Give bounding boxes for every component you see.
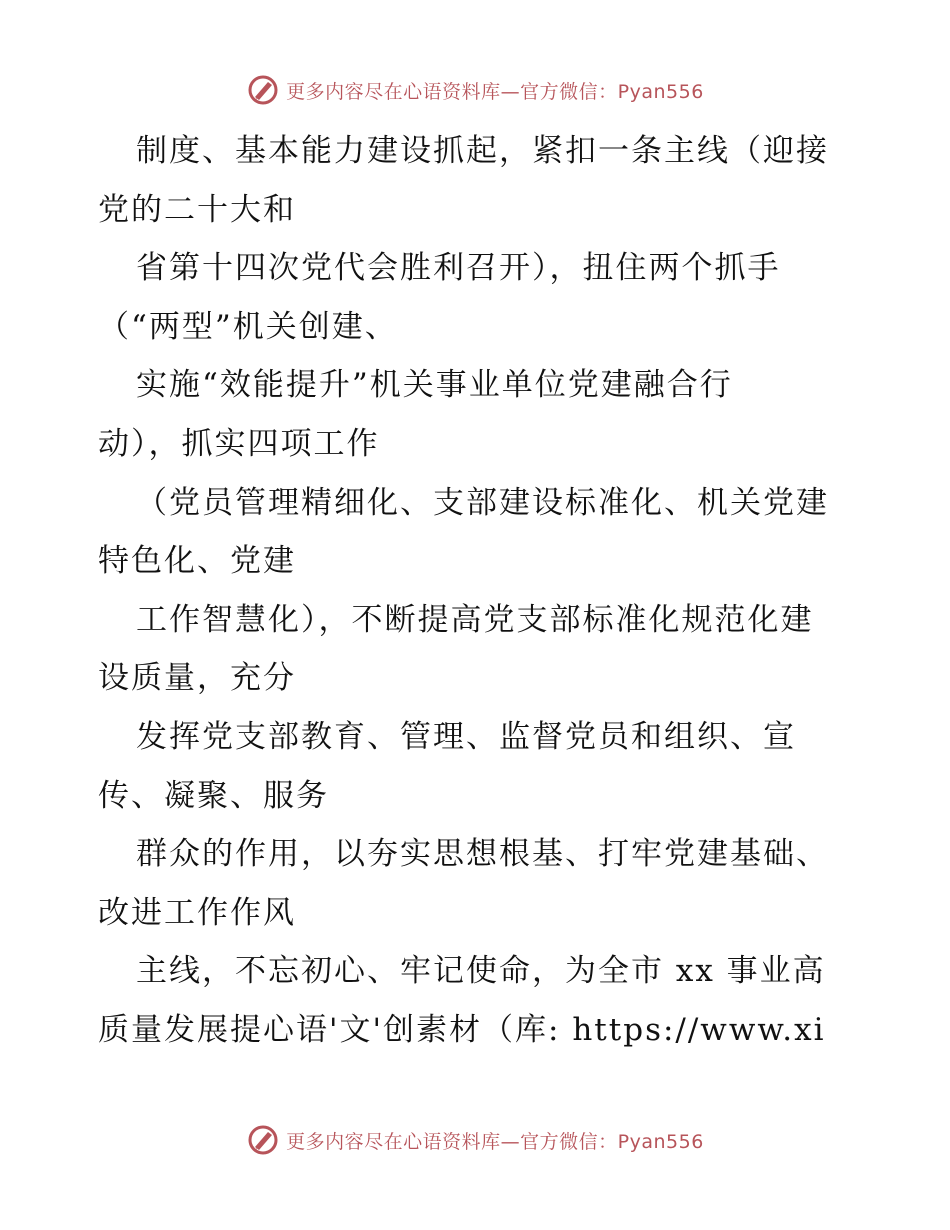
header-banner <box>0 70 950 110</box>
document-body <box>98 122 878 1060</box>
body-line: 工作智慧化），不断提高党支部标准化规范化建 <box>136 601 814 638</box>
body-line: 改进工作作风 <box>98 894 296 931</box>
body-line: 群众的作用，以夯实思想根基、打牢党建基础、 <box>136 836 829 873</box>
body-line: （党员管理精细化、支部建设标准化、机关党建 <box>136 484 829 521</box>
body-line: （“两型”机关创建、 <box>98 308 398 345</box>
body-line: 特色化、党建 <box>98 543 296 580</box>
pen-seal-logo-icon <box>246 73 280 107</box>
body-line: 党的二十大和 <box>98 191 296 228</box>
body-line: 设质量，充分 <box>98 660 296 697</box>
body-line: 省第十四次党代会胜利召开），扭住两个抓手 <box>136 250 781 287</box>
body-line: 主线，不忘初心、牢记使命，为全市 xx 事业高 <box>136 953 826 990</box>
body-line: 质量发展提心语'文'创素材（库: https://www.xi <box>98 1011 826 1048</box>
body-line: 传、凝聚、服务 <box>98 777 329 814</box>
footer-banner-text: 更多内容尽在心语资料库—官方微信：Pyan556 <box>286 1130 704 1153</box>
pen-seal-logo-icon <box>246 1123 280 1157</box>
footer-banner <box>0 1120 950 1160</box>
body-line: 制度、基本能力建设抓起，紧扣一条主线（迎接 <box>136 133 829 169</box>
header-banner-text: 更多内容尽在心语资料库—官方微信：Pyan556 <box>286 80 704 103</box>
body-line: 动），抓实四项工作 <box>98 425 380 462</box>
body-line: 实施“效能提升”机关事业单位党建融合行 <box>136 367 733 404</box>
body-line: 发挥党支部教育、管理、监督党员和组织、宣 <box>136 718 796 755</box>
